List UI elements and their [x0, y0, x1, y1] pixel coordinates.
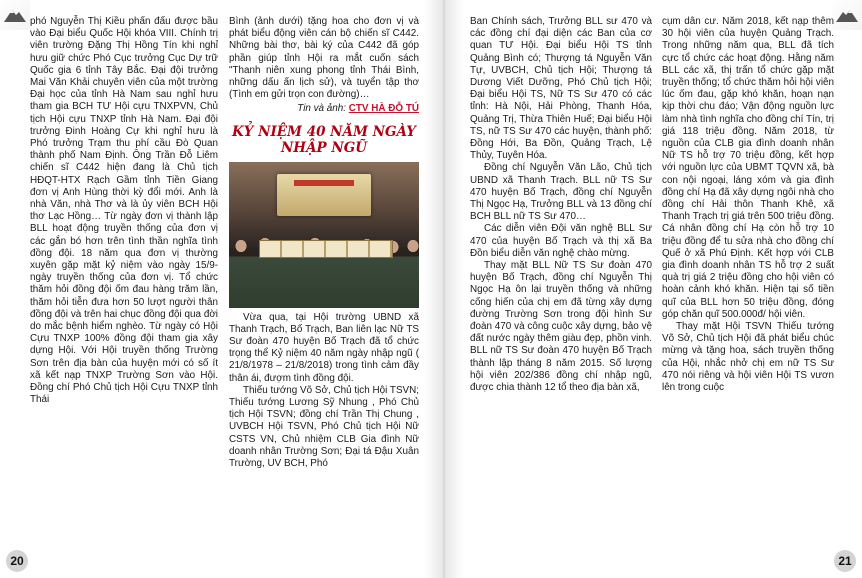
paragraph: phó Nguyễn Thị Kiều phấn đấu được bầu vào Đại biểu Quốc Hội khóa VIII. Chính trị viên trường Đặng Thị Hồng Tín khi nghỉ hưu giữ chức Phó Cục trưởng Cục Dự trữ Quốc gia 6 tỉnh Tây Bắc. Đại đội trưởng Mai Văn Khải chuyên viên của một trường Đại học của tỉnh Hà Nam sau nghỉ hưu tham gia BCH TƯ Hội cựu TNXPVN, Chủ tịch Hội cựu TNXP tỉnh Hà Nam. Đại đội trưởng Đinh Hoàng Cự khi nghỉ hưu là Phó trưởng Trạm thu phí cầu Đò Quan thành phố Nam Định. Ông Trần Đỗ Liêm chiến sĩ C442 hiện đang là Chủ tịch HĐQT-HTX Rạch Gầm tỉnh Tiền Giang đơn vị Anh Hùng thời kỳ đổi mới. Anh là nhà Văn, nhà Thơ và là ủy viên BCH Hội thơ Lạc Hồng… Từ ngày đơn vị thành lập BLL hoạt động truyền thống của đơn vị các gắn bó hơn trên tình thần nghĩa tình đồng đội. 18 năm qua đơn vị thường xuyên gặp mặt kỷ niệm vào ngày 15/9- ngày truyền thống của đơn vị. Tổ chức thăm hỏi đồng đội ốm đau hàng trăm lần, thăm hỏi tiễn đưa hơn 50 lượt người thân đồng đội và trên hai chục đồng đội qua đời do mắc bệnh hiểm nghèo. Từ ngày có Hội Cựu TNXP 100% đồng đội tham gia xây dựng Hội. Với Hội truyền thống Trường Sơn trên địa bàn của huyện mới có số ít xã kết nạp TNXP Trường Sơn vào Hội. Đồng chí Phó Chủ tịch Hội Cựu TNXP tỉnh Thái	[30, 16, 218, 406]
photo-credit	[229, 103, 419, 115]
paragraph: Thay mặt Hội TSVN Thiếu tướng Võ Sở, Chủ tịch Hội đã phát biểu chúc mừng và tặng hoa, sách truyền thống của Hội, nhắc nhở chị em nữ TS Sư 470 nói riêng và hội viên Hội TS vươn lên trong cuộc	[662, 321, 834, 394]
page-number-right: 21	[834, 550, 856, 572]
group-of-people	[229, 216, 419, 308]
stage-banner	[277, 174, 371, 216]
article-column-4	[662, 16, 834, 394]
credit-name: CTV HÀ ĐỖ TÚ	[348, 103, 419, 115]
paragraph: Thiếu tướng Võ Sở, Chủ tịch Hội TSVN; Thiếu tướng Lương Sỹ Nhung , Phó Chủ tịch Hội TSVN; đồng chí Trần Thị Chung , UVBCH Hội TSVN, Phó Chủ tịch Hội Nữ CSTS VN, Chủ nhiệm CLB Gia đình Nữ doanh nhân Trường Sơn; Đại tá Đậu Xuân Trường, UV BCH, Phó	[229, 384, 419, 470]
article-column-2	[229, 16, 419, 470]
paragraph: Thay mặt BLL Nữ TS Sư đoàn 470 huyện Bố Trạch, đồng chí Nguyễn Thị Ngọc Hạ ôn lại truyền thống và những cống hiến của chị em đã từng xây dựng đường Trường Sơn trong đội hình Sư đoàn 470 và công cuộc xây dựng, bảo vệ đất nước ngày thêm giàu đẹp, phồn vinh. BLL nữ TS Sư đoàn 470 huyện Bố Trạch thành lập tháng 8 năm 2015. Số lượng hội viên 202/386 đồng chí nhập ngũ, được chia thành 12 tổ theo địa bàn xã,	[470, 260, 652, 394]
mountain-icon	[836, 6, 858, 22]
paragraph: Đồng chí Nguyễn Văn Lão, Chủ tịch UBND xã Thanh Trạch. BLL nữ TS Sư 470 huyện Bố Trạch, đồng chí Nguyễn Thị Ngọc Hạ, Trưởng BLL và 13 đồng chí BCH BLL nữ TS Sư 470…	[470, 162, 652, 223]
page-gutter	[424, 0, 464, 578]
article-headline	[229, 124, 419, 156]
paragraph: Ban Chính sách, Trưởng BLL sư 470 và các đồng chí đại diện các Ban của cơ quan TƯ Hội. Đại biểu Hội TS tỉnh Quảng Bình có; Thượng tá Nguyễn Văn Tự, UVBCH, Chủ tịch Hội; Thượng tá Dương Viết Dưỡng, Phó Chủ tịch Hội; Đại biểu Hội TS, Nữ TS Sư 470 có các tỉnh: Hà Nội, Hải Phòng, Thanh Hóa, Quảng Trị, Thừa Thiên Huế; Đại biểu Hội TS, nữ TS Sư 470 các huyện, thành phố: Đồng Hới, Ba Đồn, Quảng Trạch, Lệ Thủy, Tuyên Hóa.	[470, 16, 652, 162]
paragraph: Các diễn viên Đội văn nghệ BLL Sư 470 của huyện Bố Trạch và thị xã Ba Đồn biểu diễn văn nghệ chào mừng.	[470, 223, 652, 259]
headline-line-2: NHẬP NGŨ	[280, 139, 368, 156]
credit-prefix: Tin và ảnh:	[297, 103, 349, 115]
certificates	[259, 240, 393, 258]
paragraph: cụm dân cư. Năm 2018, kết nạp thêm 30 hội viên của huyện Quảng Trạch. Trong những năm qua, BLL đã tích cực tổ chức các hoạt động. Hằng năm BLL các xã, thị trấn tổ chức gặp mặt truyền thống; tổ chức thăm hỏi hội viên lúc ốm đau, gặp khó khăn, hoạn nạn kịp thời chu đáo; Vận động nguồn lực làm nhà tình nghĩa cho đồng chí Tín, trị giá 118 triệu đồng. Năm 2018, từ nguồn của CLB gia đình doanh nhân Nữ TS hỗ trợ 70 triệu đồng, kết hợp với nguồn lực của UBMT TQVN xã, bà con nội ngoại, láng xóm và gia đình đồng chí Hạ đã xây dựng ngôi nhà cho đồng chí Hải thôn Thanh Khê, xã Thanh Trạch trị giá trên 500 triệu đồng. Cá nhân đồng chí Hạ còn hỗ trợ 10 triệu đồng để tu sửa nhà cho đồng chí Quế ở xã Phú Định. Kết hợp với CLB gia đình doanh nhân TS hỗ trợ 2 suất quà trị giá 2 triệu đồng cho hội viên có hoàn cảnh khó khăn. Hiện tại số tiền quĩ của BLL hơn 50 triệu đồng, đóng góp chăn quĩ 500.000đ/ hội viên.	[662, 16, 834, 320]
paragraph: Vừa qua, tại Hội trường UBND xã Thanh Trạch, Bố Trạch, Ban liên lạc Nữ TS Sư đoàn 470 huyện Bố Trạch đã tổ chức trọng thể Kỷ niệm 40 năm ngày nhập ngũ ( 21/8/1978 – 21/8/2018) trong tình cảm đầy thân ái, đượm tình đồng đội.	[229, 311, 419, 384]
paragraph: Bình (ảnh dưới) tặng hoa cho đơn vị và phát biểu động viên cán bộ chiến sĩ C442. Những bài thơ, bài ký của C442 đã góp phần giúp tỉnh Hội ra mắt cuốn sách "Thanh niên xung phong tỉnh Thái Bình, những dấu ấn lịch sử), và tuyển tập thơ (Tình em gửi trọn con đường)…	[229, 16, 419, 101]
page-number-left: 20	[6, 550, 28, 572]
mountain-icon	[4, 6, 26, 22]
article-column-1	[30, 16, 218, 407]
headline-line-1: KỶ NIỆM 40 NĂM NGÀY	[232, 123, 416, 140]
event-photo	[229, 162, 419, 308]
article-column-3	[470, 16, 652, 394]
